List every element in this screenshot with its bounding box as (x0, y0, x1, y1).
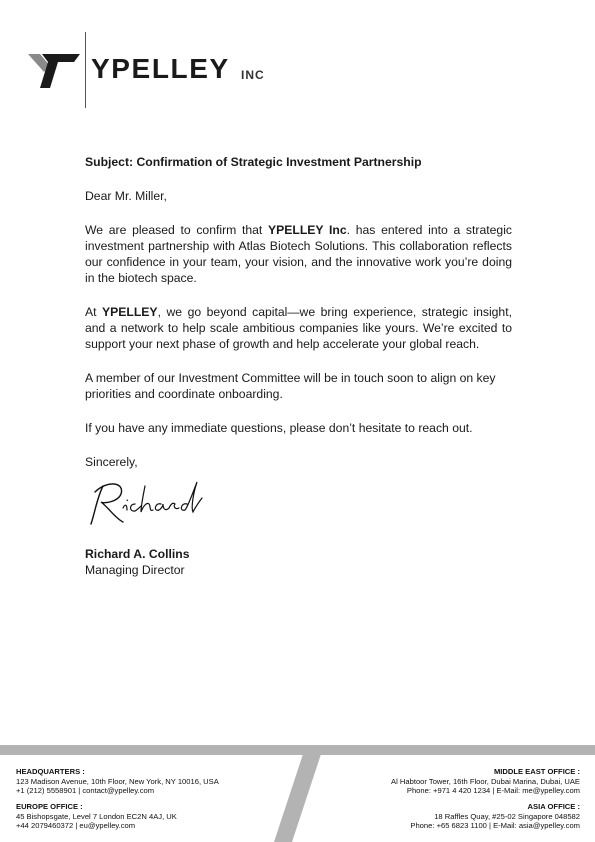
asia-label: ASIA OFFICE : (527, 802, 580, 811)
ypelley-logo-mark-icon (28, 54, 80, 88)
europe-address: 45 Bishopsgate, Level 7 London EC2N 4AJ, UK (16, 811, 177, 821)
handwritten-signature (89, 478, 204, 528)
hq-address: 123 Madison Avenue, 10th Floor, New York, NY 10016, USA (16, 776, 219, 786)
europe-label: EUROPE OFFICE : (16, 802, 83, 811)
asia-address: 18 Raffles Quay, #25-02 Singapore 048582 (434, 811, 580, 821)
paragraph-next-steps: A member of our Investment Committee will be in touch soon to align on key priorities and coordinate onboarding. (85, 371, 496, 401)
footer-middle-east-office (391, 767, 580, 796)
p1-before: We are pleased to confirm that (85, 223, 269, 237)
p1-company-name: YPELLEY Inc (268, 223, 347, 237)
signer-title: Managing Director (85, 563, 185, 577)
letter-subject: Subject: Confirmation of Strategic Investment Partnership (85, 155, 422, 169)
letter-body (85, 154, 512, 470)
europe-contact: +44 2079460372 | eu@ypelley.com (16, 821, 136, 830)
middle-east-address: Al Habtoor Tower, 16th Floor, Dubai Marina, Dubai, UAE (391, 776, 580, 786)
p2-company-name: YPELLEY (102, 305, 158, 319)
signer-name: Richard A. Collins (85, 547, 190, 561)
hq-contact: +1 (212) 5558901 | contact@ypelley.com (16, 786, 155, 795)
p2-before: At (85, 305, 103, 319)
logo-divider (85, 32, 86, 108)
paragraph-confirmation (85, 222, 512, 286)
hq-label: HEADQUARTERS : (16, 767, 85, 776)
footer-headquarters (16, 767, 219, 796)
signer-block (85, 546, 190, 578)
p2-after: , we go beyond capital—we bring experience, strategic insight, and a network to help scale ambitious companies like yours. We’re excited to support your next phase of growth and help accelerate your global reach. (85, 305, 512, 351)
paragraph-questions: If you have any immediate questions, please don’t hesitate to reach out. (85, 421, 473, 435)
middle-east-contact: Phone: +971 4 420 1234 | E-Mail: me@ypelley.com (406, 786, 580, 795)
middle-east-label: MIDDLE EAST OFFICE : (493, 767, 580, 776)
company-name: YPELLEY (91, 53, 230, 84)
footer-asia-office (410, 802, 580, 831)
p1-after: . has entered into a strategic investment partnership with Atlas Biotech Solutions. This collaboration reflects our confidence in your team, your vision, and the innovative work you’re doing in the biotech space. (85, 223, 512, 285)
footer-europe-office (16, 802, 177, 831)
asia-contact: Phone: +65 6823 1100 | E-Mail: asia@ypelley.com (410, 821, 580, 830)
letter-salutation: Dear Mr. Miller, (85, 189, 167, 203)
letter-closing: Sincerely, (85, 455, 138, 469)
company-logo (28, 32, 288, 108)
company-suffix: INC (241, 68, 265, 82)
paragraph-value (85, 304, 512, 352)
